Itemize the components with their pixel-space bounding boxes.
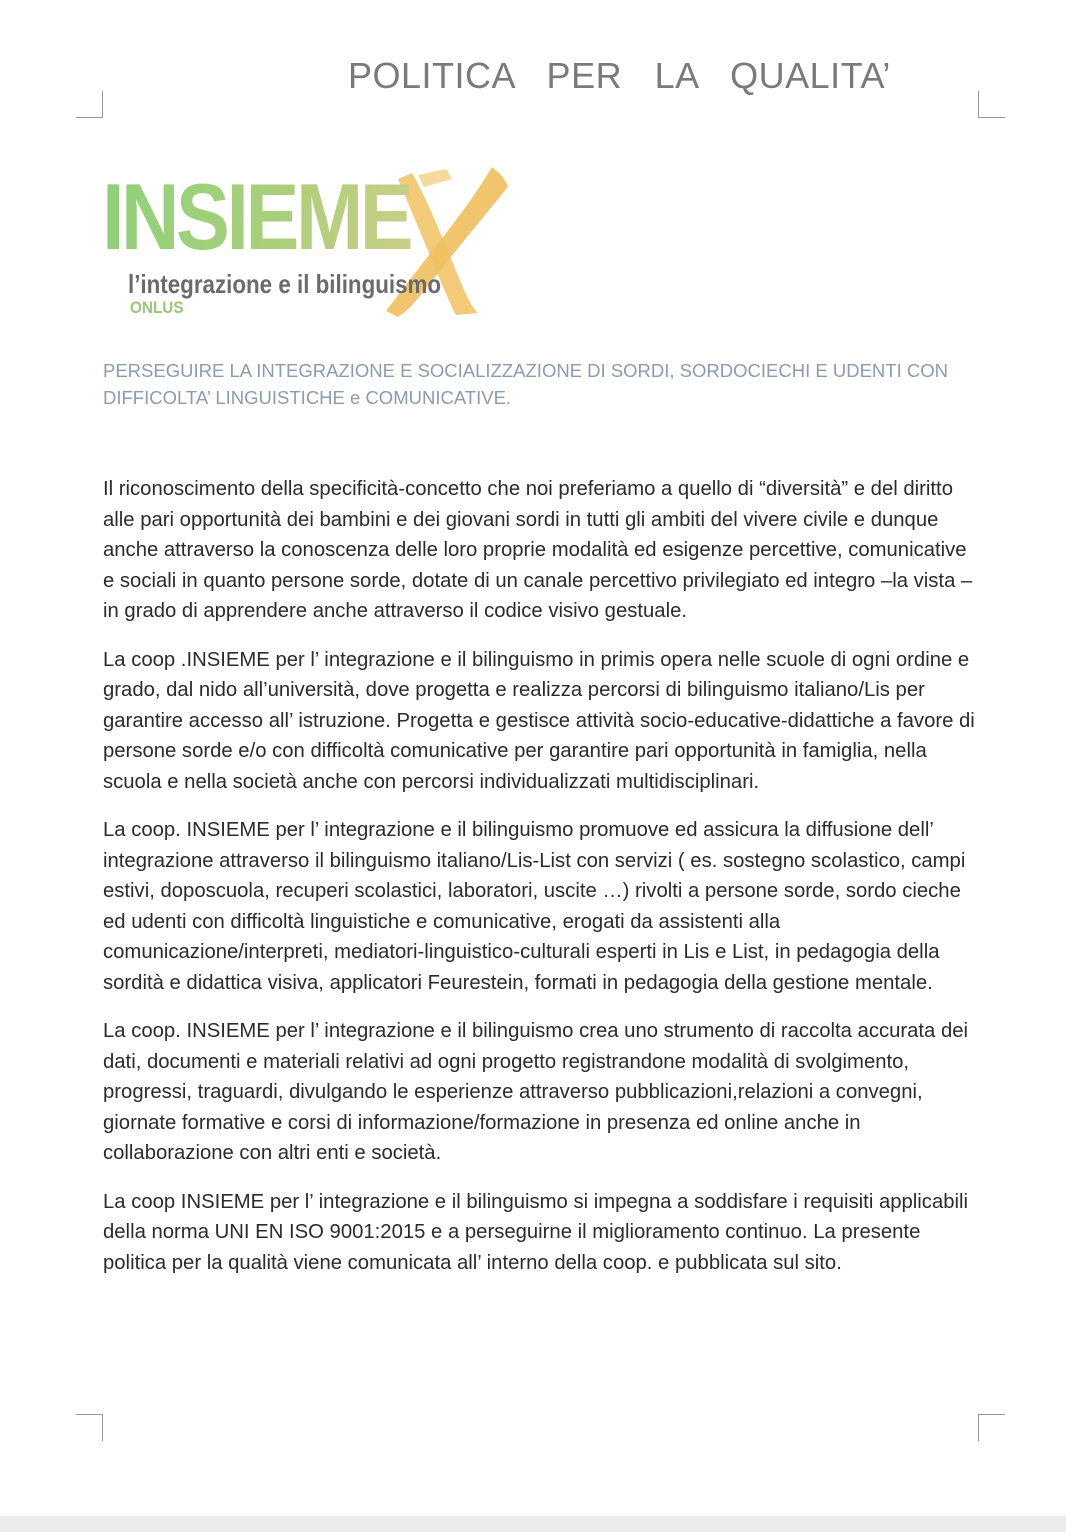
body-paragraph: La coop. INSIEME per l’ integrazione e il bilinguismo crea uno strumento di raccolta accurata dei dati, documenti e materiali relativi ad ogni progetto registrandone modalità di svolgimento, progressi, traguardi, divulgando le esperienze attraverso pubblicazioni,relazioni a convegni, giornate formative e corsi di informazione/formazione in presenza ed online anche in collaborazione con altri enti e società. — [103, 1020, 969, 1164]
crop-mark-top-right — [978, 91, 1005, 118]
mission-subtitle: PERSEGUIRE LA INTEGRAZIONE E SOCIALIZZAZIONE DI SORDI, SORDOCIECHI E UDENTI CON DIFFICOLTA’ LINGUISTICHE e COMUNICATIVE. — [103, 360, 948, 408]
crop-mark-bottom-right — [978, 1414, 1005, 1441]
body-paragraph: La coop INSIEME per l’ integrazione e il bilinguismo si impegna a soddisfare i requisiti applicabili della norma UNI EN ISO 9001:2015 e a perseguirne il miglioramento continuo. La presente politica per la qualità viene comunicata all’ interno della coop. e pubblicata sul sito. — [103, 1190, 969, 1274]
logo-tagline: l’integrazione e il bilinguismo — [128, 269, 442, 299]
crop-mark-top-left — [76, 91, 103, 118]
page-bottom-edge — [0, 1516, 1066, 1532]
page-title: POLITICA PER LA QUALITA’ — [348, 55, 891, 96]
logo-wordmark: INSIEME — [102, 164, 411, 269]
body-paragraph: Il riconoscimento della specificità-concetto che noi preferiamo a quello di “diversità” e del diritto alle pari opportunità dei bambini e dei giovani sordi in tutti gli ambiti del vivere civile e dunque anche attraverso la conoscenza delle loro proprie modalità ed esigenze percettive, comunicative e sociali in quanto persone sorde, dotate di un canale percettivo privilegiato ed integro –la vista – in grado di apprendere anche attraverso il codice visivo gestuale. — [103, 478, 973, 622]
body-paragraph: La coop. INSIEME per l’ integrazione e il bilinguismo promuove ed assicura la diffusione dell’ integrazione attraverso il bilinguismo italiano/Lis-List con servizi ( es. sostegno scolastico, campi estivi, doposcuola, recuperi scolastici, laboratori, uscite …) rivolti a persone sorde, sordo cieche ed udenti con difficoltà linguistiche e comunicative, erogati da assistenti alla comunicazione/interpreti, mediatori-linguistico-culturali esperti in Lis e List, in pedagogia della sordità e didattica visiva, applicatori Feurestein, formati in pedagogia della gestione mentale. — [103, 819, 966, 994]
crop-mark-bottom-left — [76, 1414, 103, 1441]
document-body — [103, 474, 983, 1296]
body-paragraph: La coop .INSIEME per l’ integrazione e il bilinguismo in primis opera nelle scuole di ogni ordine e grado, dal nido all’università, dove progetta e realizza percorsi di bilinguismo italiano/Lis per garantire accesso all’ istruzione. Progetta e gestisce attività socio-educative-didattiche a favore di persone sorde e/o con difficoltà comunicative per garantire pari opportunità in famiglia, nella scuola e nella società anche con percorsi individualizzati multidisciplinari. — [103, 648, 975, 793]
logo-onlus-label: ONLUS — [130, 298, 184, 317]
organization-logo — [100, 165, 520, 325]
